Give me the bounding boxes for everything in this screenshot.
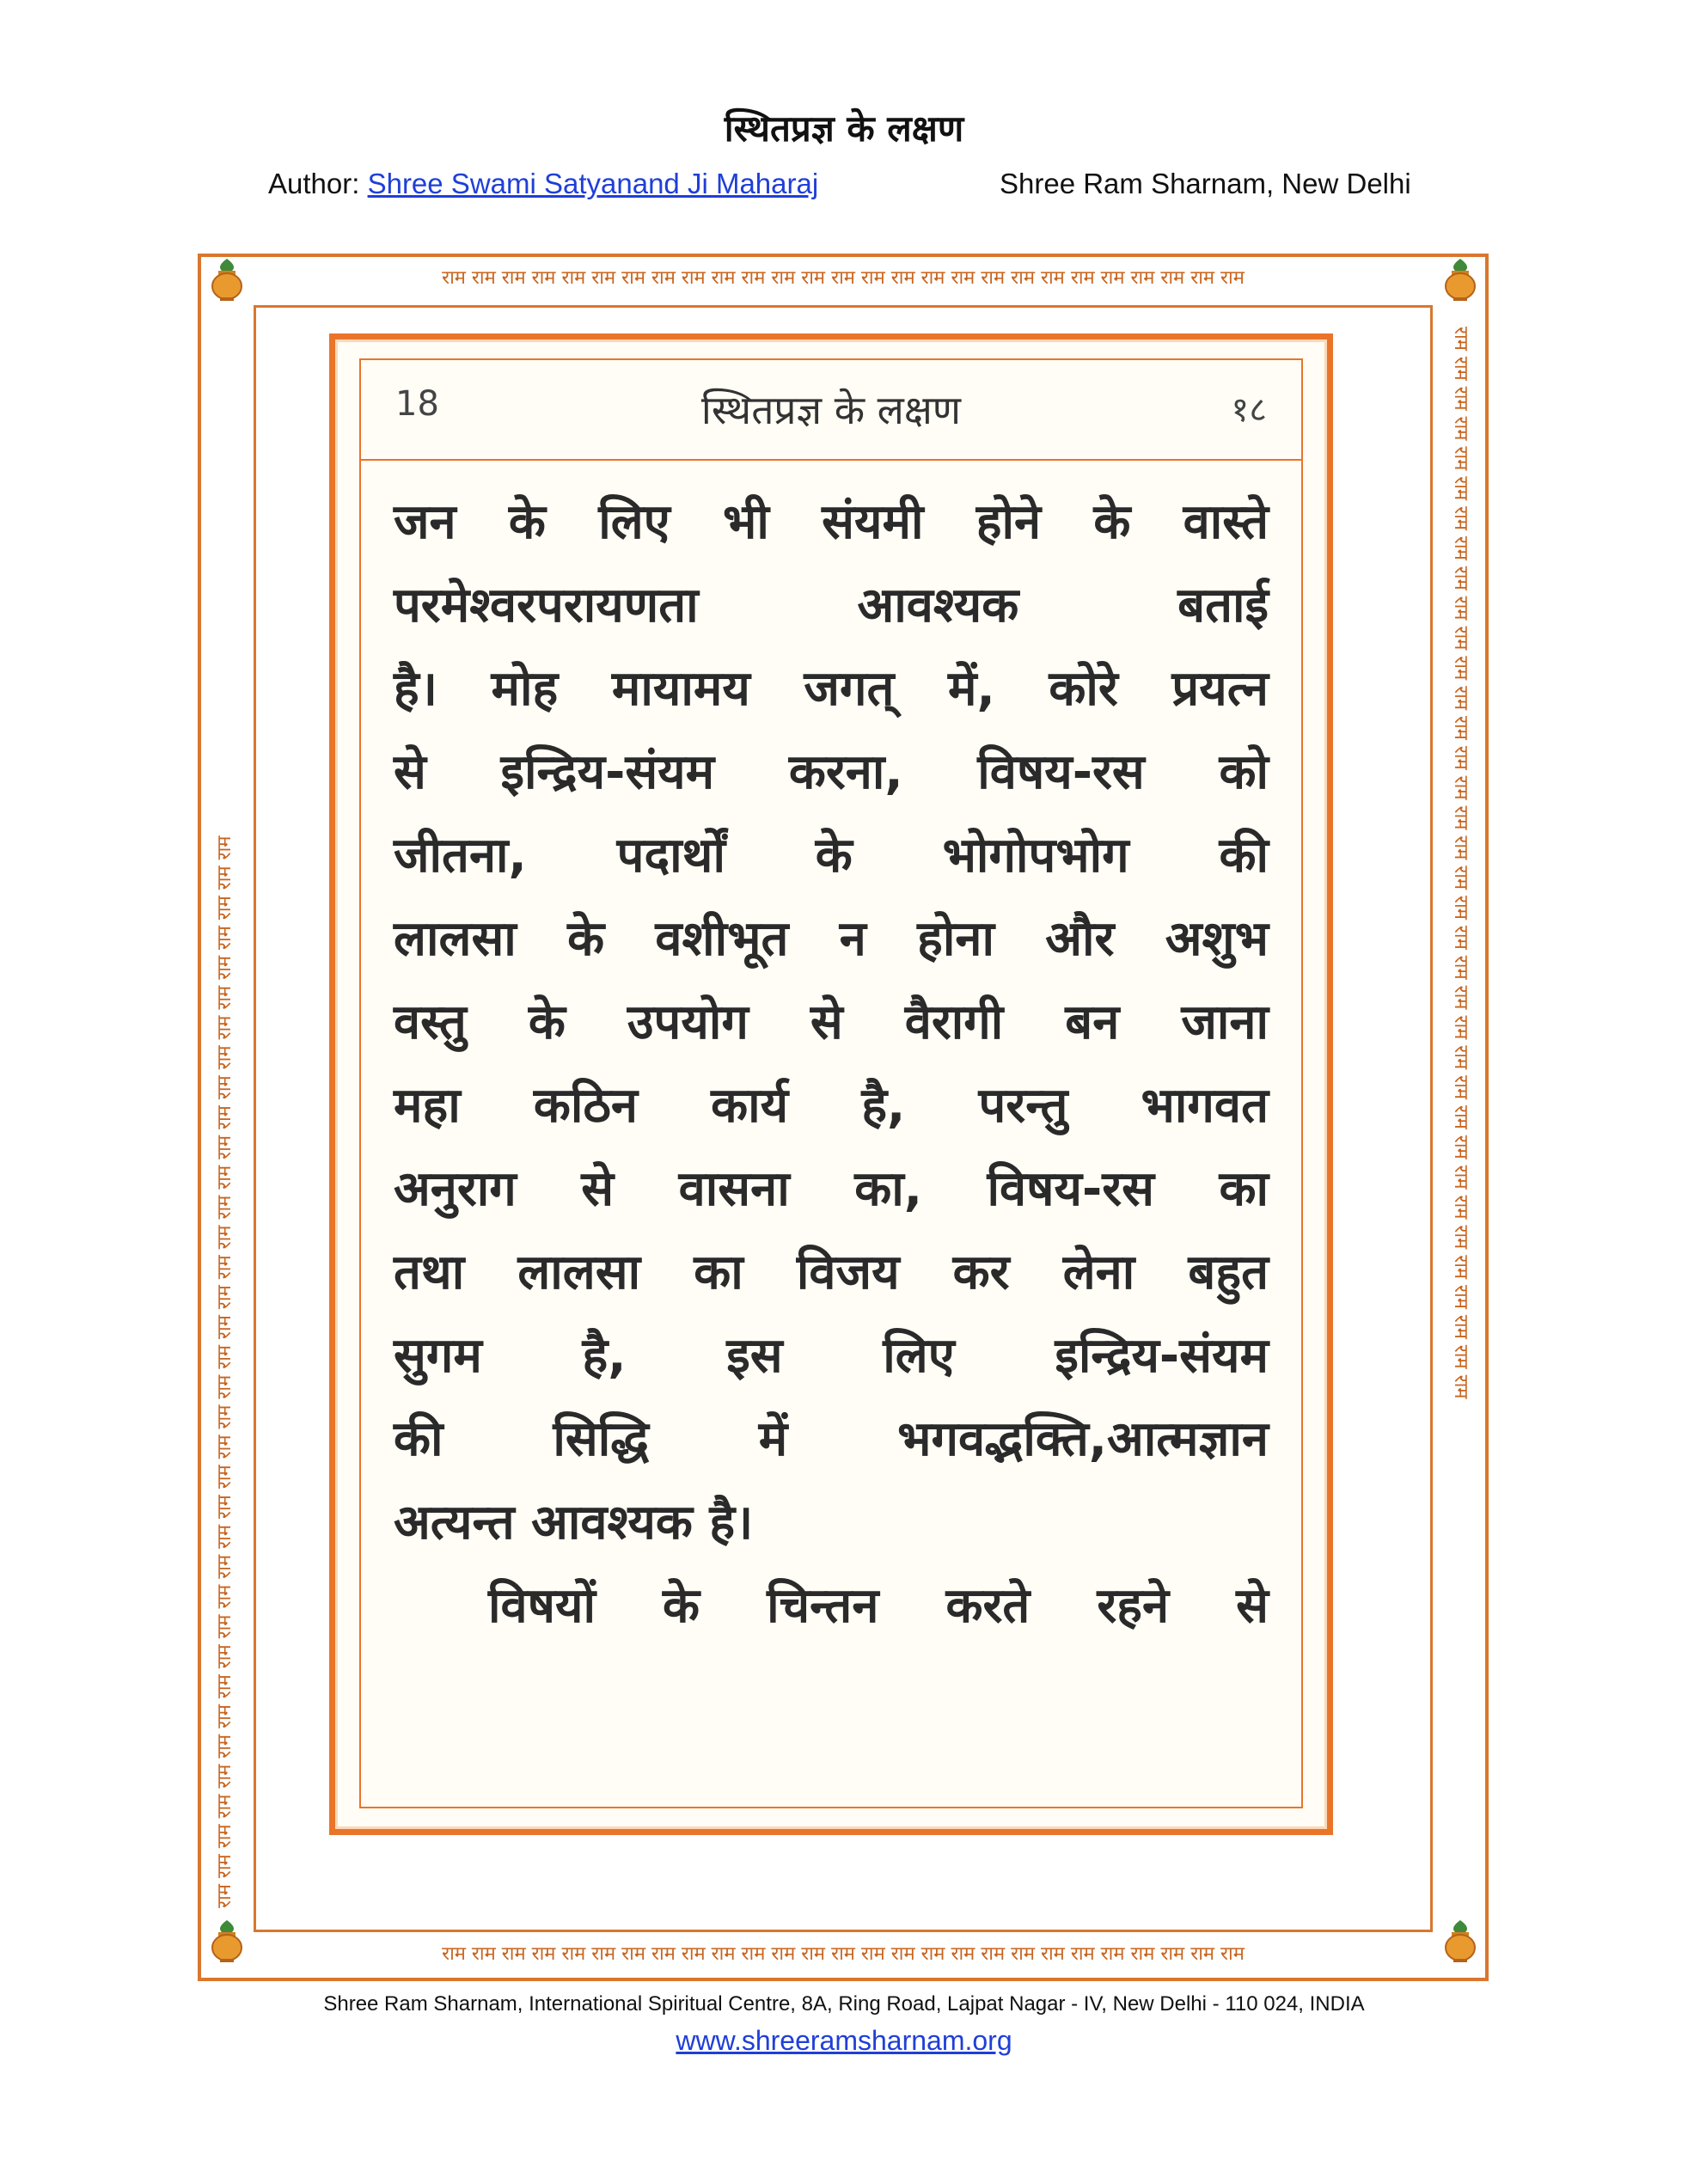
text-line: तथा लालसा का विजय कर लेना बहुत [394, 1245, 1269, 1300]
text-line: जीतना, पदार्थों के भोगोपभोग की [394, 828, 1269, 884]
organization-name: Shree Ram Sharnam, New Delhi [1000, 168, 1411, 199]
author-link[interactable]: Shree Swami Satyanand Ji Maharaj [367, 168, 819, 199]
document-title: स्थितप्रज्ञ के लक्षण [724, 107, 964, 150]
ram-border-right: राम राम राम राम राम राम राम राम राम राम राम राम राम राम राम राम राम राम राम राम राम राम राम राम राम राम राम राम राम राम राम राम राम राम राम राम [1450, 327, 1471, 1399]
text-line: वस्तु के उपयोग से वैरागी बन जाना [394, 994, 1269, 1050]
kalash-icon [203, 255, 251, 303]
text-line: है। मोह मायामय जगत् में, कोरे प्रयत्न [394, 661, 1269, 717]
ram-border-bottom: राम राम राम राम राम राम राम राम राम राम राम राम राम राम राम राम राम राम राम राम राम राम राम राम राम राम राम [442, 1943, 1245, 1965]
scanned-book-page [329, 333, 1333, 1835]
text-line: अनुराग से वासना का, विषय-रस का [394, 1161, 1269, 1217]
text-line: अत्यन्त आवश्यक है। [394, 1495, 754, 1551]
page-number-arabic: 18 [395, 384, 439, 424]
text-line: सुगम है, इस लिए इन्द्रिय-संयम [394, 1328, 1269, 1384]
text-line: लालसा के वशीभूत न होना और अशुभ [394, 911, 1269, 967]
kalash-icon [1436, 255, 1484, 303]
book-body-text [394, 480, 1269, 1648]
text-line: से इन्द्रिय-संयम करना, विषय-रस को [394, 744, 1269, 800]
footer-address: Shree Ram Sharnam, International Spiritual Centre, 8A, Ring Road, Lajpat Nagar - IV, New Delhi - 110 024, INDIA [323, 1992, 1365, 2016]
text-line: जन के लिए भी संयमी होने के वास्ते [394, 494, 1269, 550]
ram-border-top: राम राम राम राम राम राम राम राम राम राम राम राम राम राम राम राम राम राम राम राम राम राम राम राम राम राम राम [442, 267, 1245, 289]
text-line: परमेश्वरपरायणता आवश्यक बताई [394, 578, 1269, 633]
author-label: Author: [268, 168, 368, 199]
book-page-inner-border [359, 358, 1303, 1808]
ram-border-left: राम राम राम राम राम राम राम राम राम राम राम राम राम राम राम राम राम राम राम राम राम राम राम राम राम राम राम राम राम राम राम राम राम राम राम राम [214, 835, 235, 1908]
kalash-icon [203, 1917, 251, 1965]
text-line: महा कठिन कार्य है, परन्तु भागवत [394, 1078, 1269, 1134]
text-line: की सिद्धि में भगवद्भक्ति,आत्मज्ञान [394, 1411, 1269, 1467]
book-page-title: स्थितप्रज्ञ के लक्षण [700, 387, 962, 433]
text-line: विषयों के चिन्तन करते रहने से [488, 1578, 1269, 1634]
kalash-icon [1436, 1917, 1484, 1965]
author-line [268, 168, 818, 200]
book-page-header [361, 360, 1301, 461]
footer-website [0, 2025, 1688, 2057]
website-link[interactable]: www.shreeramsharnam.org [676, 2025, 1012, 2056]
page-number-devanagari: १८ [1231, 390, 1267, 430]
